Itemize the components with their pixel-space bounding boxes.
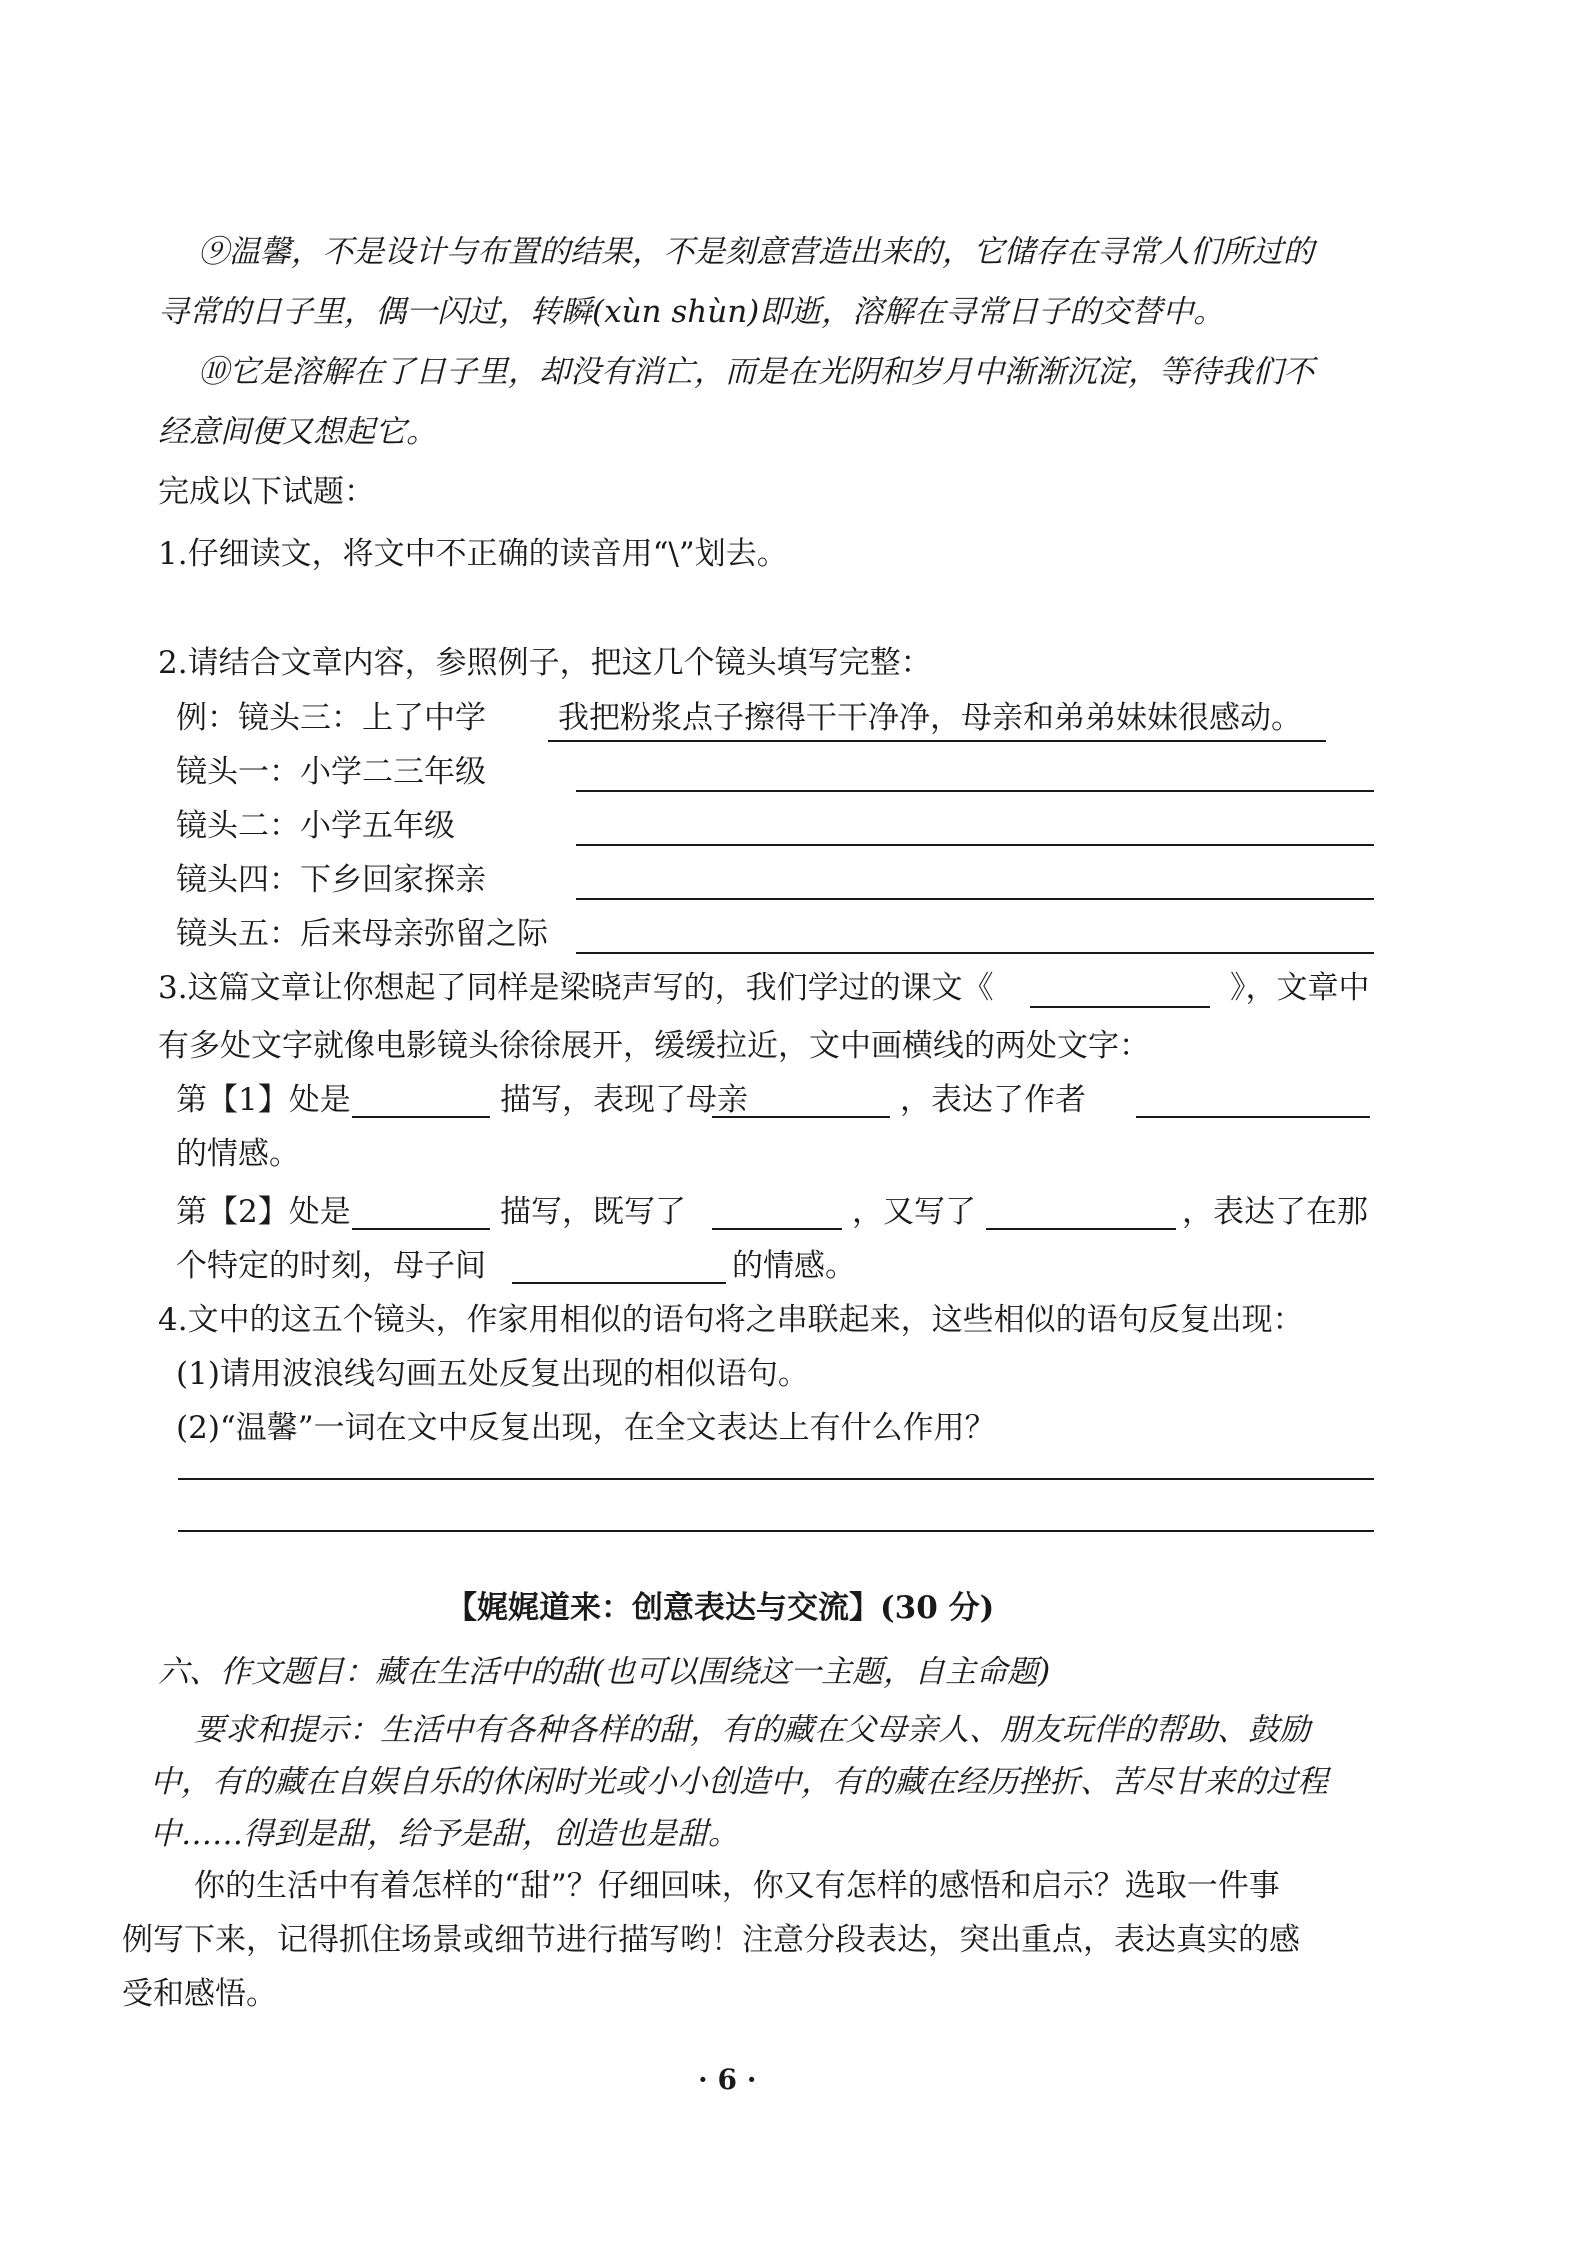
q2-example-underline [548, 740, 1326, 742]
q2-example-answer: 我把粉浆点子擦得干干净净，母亲和弟弟妹妹很感动。 [558, 700, 1302, 736]
q3-s1-blank1[interactable] [352, 1116, 490, 1118]
q4-answer-line-2[interactable] [178, 1530, 1374, 1532]
q2-shot5-answer-line[interactable] [576, 952, 1374, 954]
essay-req-5: 例写下来，记得抓住场景或细节进行描写哟！注意分段表达，突出重点，表达真实的感 [122, 1922, 1300, 1958]
q4-sub2: (2)“温馨”一词在文中反复出现，在全文表达上有什么作用？ [176, 1410, 996, 1446]
question-1: 1.仔细读文，将文中不正确的读音用“\”划去。 [158, 536, 788, 572]
q3-s1-b: 描写，表现了母亲 [500, 1082, 748, 1118]
q3-s2-c: ，又写了 [852, 1194, 976, 1230]
q3-s1-c: ，表达了作者 [900, 1082, 1086, 1118]
q2-shot2-label: 镜头二：小学五年级 [176, 808, 455, 844]
essay-req-6: 受和感悟。 [122, 1976, 277, 2012]
essay-topic: 六、作文题目：藏在生活中的甜(也可以围绕这一主题，自主命题) [158, 1654, 1051, 1690]
page-number: · 6 · [698, 2063, 757, 2096]
essay-req-2: 中，有的藏在自娱自乐的休闲时光或小小创造中，有的藏在经历挫折、苦尽甘来的过程 [150, 1764, 1328, 1800]
q3-s2-d: ，表达了在那 [1182, 1194, 1368, 1230]
q2-shot1-answer-line[interactable] [576, 790, 1374, 792]
q2-example-label: 例：镜头三：上了中学 [176, 700, 486, 736]
q3-s2-blank4[interactable] [512, 1282, 726, 1284]
q2-shot4-label: 镜头四：下乡回家探亲 [176, 862, 486, 898]
passage-p9-line1: ⑨温馨，不是设计与布置的结果，不是刻意营造出来的，它储存在寻常人们所过的 [198, 234, 1314, 270]
questions-intro: 完成以下试题： [158, 474, 375, 510]
q3-s2-blank1[interactable] [352, 1228, 490, 1230]
question-4-prompt: 4.文中的这五个镜头，作家用相似的语句将之串联起来，这些相似的语句反复出现： [158, 1302, 1304, 1338]
q2-shot2-answer-line[interactable] [576, 844, 1374, 846]
q3-s1-d: 的情感。 [176, 1136, 300, 1172]
q3-line1-b: 》，文章中 [1230, 970, 1370, 1006]
passage-p9-line2: 寻常的日子里，偶一闪过，转瞬(xùn shùn)即逝，溶解在寻常日子的交替中。 [158, 294, 1225, 330]
question-2-prompt: 2.请结合文章内容，参照例子，把这几个镜头填写完整： [158, 645, 932, 681]
q2-shot4-answer-line[interactable] [576, 898, 1374, 900]
q3-s1-a: 第【1】处是 [176, 1082, 351, 1118]
q2-shot5-label: 镜头五：后来母亲弥留之际 [176, 916, 548, 952]
essay-req-4: 你的生活中有着怎样的“甜”？仔细回味，你又有怎样的感悟和启示？选取一件事 [194, 1868, 1280, 1904]
passage-p10-line1: ⑩它是溶解在了日子里，却没有消亡，而是在光阴和岁月中渐渐沉淀，等待我们不 [198, 354, 1314, 390]
section-title: 【娓娓道来：创意表达与交流】(30 分) [446, 1590, 995, 1626]
essay-req-1: 要求和提示：生活中有各种各样的甜，有的藏在父母亲人、朋友玩伴的帮助、鼓励 [194, 1712, 1310, 1748]
q3-s1-blank3[interactable] [1136, 1116, 1370, 1118]
q3-line1-a: 3.这篇文章让你想起了同样是梁晓声写的，我们学过的课文《 [158, 970, 994, 1006]
q2-shot1-label: 镜头一：小学二三年级 [176, 754, 486, 790]
q3-title-blank[interactable] [1030, 1006, 1210, 1008]
q3-s2-f: 的情感。 [732, 1248, 856, 1284]
q3-s2-blank2[interactable] [712, 1228, 842, 1230]
q3-s2-blank3[interactable] [986, 1228, 1176, 1230]
q4-answer-line-1[interactable] [178, 1478, 1374, 1480]
q3-s2-b: 描写，既写了 [500, 1194, 686, 1230]
essay-req-3: 中……得到是甜，给予是甜，创造也是甜。 [150, 1816, 739, 1852]
q3-line2: 有多处文字就像电影镜头徐徐展开，缓缓拉近，文中画横线的两处文字： [158, 1028, 1150, 1064]
passage-p10-line2: 经意间便又想起它。 [158, 414, 437, 450]
q3-s2-a: 第【2】处是 [176, 1194, 351, 1230]
q3-s2-e: 个特定的时刻，母子间 [176, 1248, 486, 1284]
q4-sub1: (1)请用波浪线勾画五处反复出现的相似语句。 [176, 1356, 809, 1392]
q3-s1-blank2[interactable] [712, 1116, 890, 1118]
